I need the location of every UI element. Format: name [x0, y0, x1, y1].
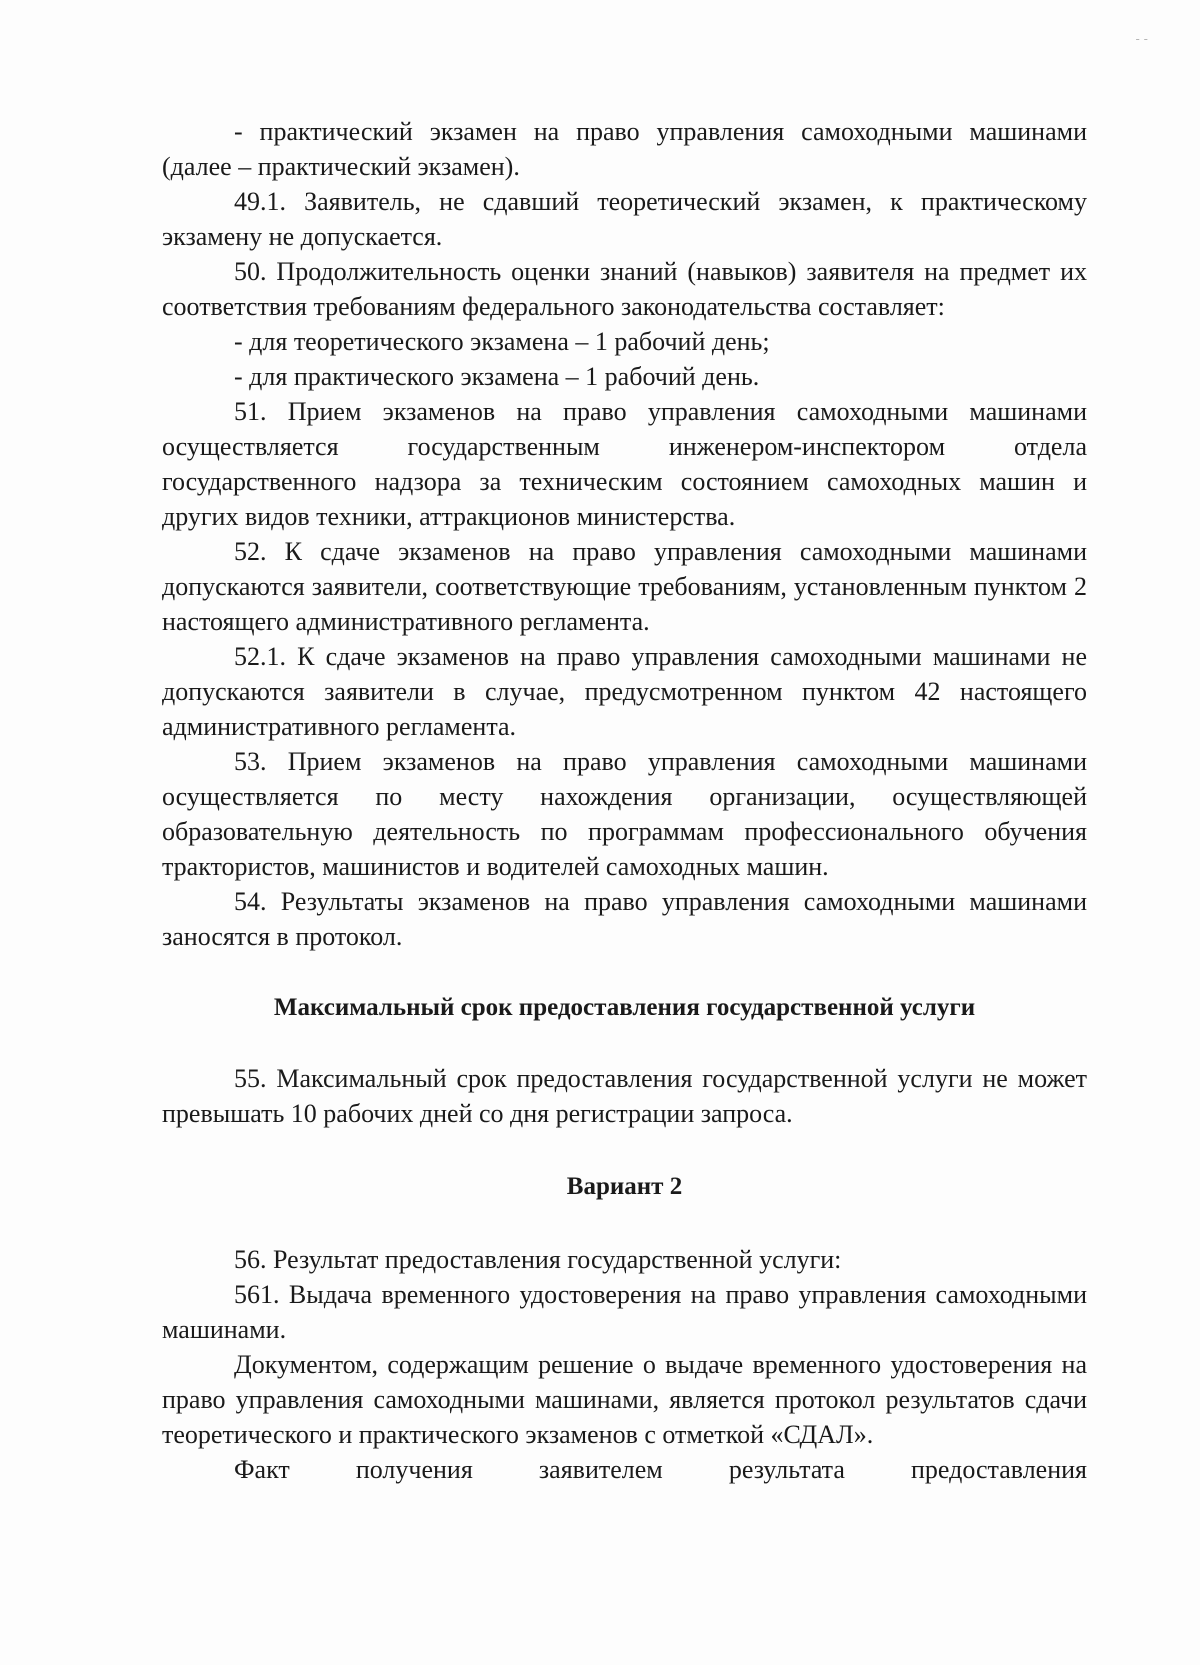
spacer — [162, 1204, 1087, 1242]
spacer — [162, 1025, 1087, 1061]
paragraph-561: 561. Выдача временного удостоверения на право управления самоходными машинами. — [162, 1280, 1087, 1344]
paragraph-55: 55. Максимальный срок предоставления государственной услуги не может превышать 10 рабочих дней со дня регистрации запроса. — [162, 1064, 1087, 1128]
paragraph-practice-duration: - для практического экзамена – 1 рабочий день. — [234, 362, 760, 391]
paragraph-50: 50. Продолжительность оценки знаний (навыков) заявителя на предмет их соответствия требованиям федерального законодательства составляет: — [162, 257, 1087, 321]
section-heading-max-term: Максимальный срок предоставления государственной услуги — [273, 994, 976, 1021]
paragraph-53: 53. Прием экзаменов на право управления самоходными машинами осуществляется по месту нахождения организации, осуществляющей образовательную деятельность по программам профессионального обучения трактористов, машинистов и водителей самоходных машин. — [162, 747, 1087, 881]
paragraph-practical-exam: - практический экзамен на право управления самоходными машинами (далее – практический экзамен). — [162, 117, 1087, 181]
paragraph-49-1: 49.1. Заявитель, не сдавший теоретический экзамен, к практическому экзамену не допускается. — [162, 187, 1087, 251]
paragraph-51: 51. Прием экзаменов на право управления самоходными машинами осуществляется государственным инженером-инспектором отдела государственного надзора за техническим состоянием самоходных машин и других видов техники, аттракционов министерства. — [162, 397, 1087, 531]
paragraph-54: 54. Результаты экзаменов на право управления самоходными машинами заносятся в протокол. — [162, 887, 1087, 951]
paragraph-52-1: 52.1. К сдаче экзаменов на право управления самоходными машинами не допускаются заявители в случае, предусмотренном пунктом 42 настоящего административного регламента. — [162, 642, 1087, 741]
scan-corner-mark: - - — [1135, 32, 1148, 46]
paragraph-theory-duration: - для теоретического экзамена – 1 рабочий день; — [234, 327, 770, 356]
paragraph-document-decision: Документом, содержащим решение о выдаче временного удостоверения на право управления самоходными машинами, является протокол результатов сдачи теоретического и практического экзаменов с отметкой «СДАЛ». — [162, 1350, 1087, 1449]
paragraph-52: 52. К сдаче экзаменов на право управления самоходными машинами допускаются заявители, соответствующие требованиям, установленным пунктом 2 настоящего административного регламента. — [162, 537, 1087, 636]
document-body — [162, 114, 1087, 1487]
paragraph-fact-of-receipt: Факт получения заявителем результата предоставления — [234, 1455, 1087, 1484]
section-heading-variant-2: Вариант 2 — [566, 1173, 683, 1200]
spacer — [162, 954, 1087, 990]
paragraph-56: 56. Результат предоставления государственной услуги: — [234, 1245, 842, 1274]
spacer — [162, 1131, 1087, 1169]
